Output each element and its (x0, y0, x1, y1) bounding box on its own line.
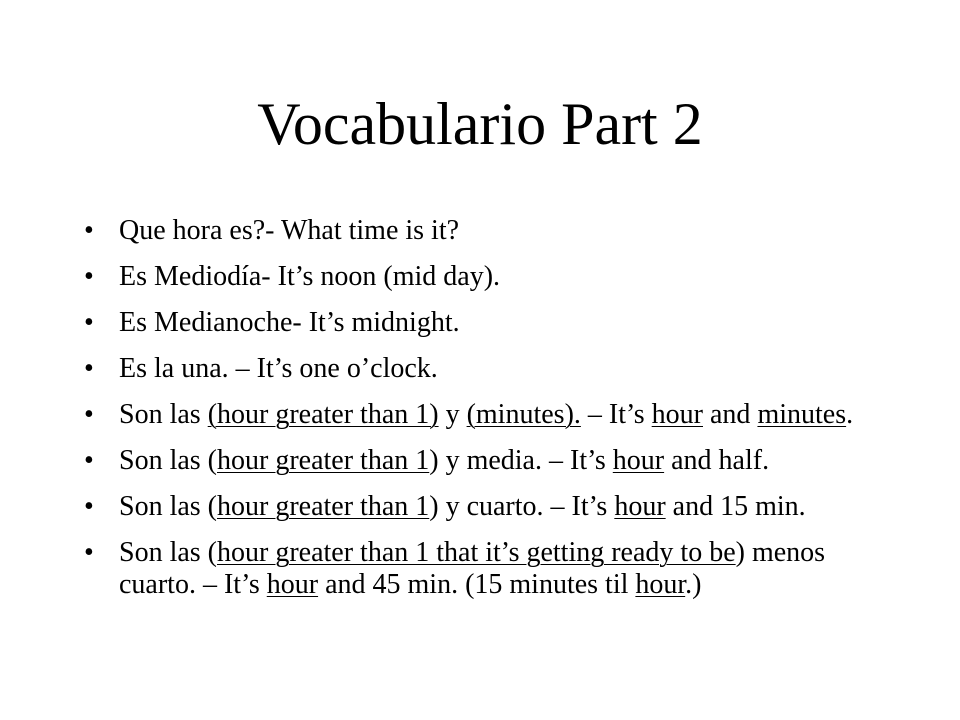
underlined-segment: hour (266, 569, 319, 600)
text-segment: ) y cuarto. – It’s (429, 491, 615, 522)
bullet-text (119, 537, 825, 600)
text-segment: – It’s (580, 399, 652, 430)
bullet-text (119, 399, 853, 430)
bullet-item (84, 537, 884, 601)
bullet-list (84, 215, 884, 615)
bullet-item (84, 215, 884, 247)
bullet-dot-icon: • (84, 445, 94, 476)
text-segment: Que hora es?- What time is it? (119, 215, 460, 246)
text-segment: .) (685, 569, 702, 600)
bullet-dot-icon: • (84, 491, 94, 522)
underlined-segment: hour (612, 445, 665, 476)
bullet-text (119, 307, 460, 338)
bullet-dot-icon: • (84, 537, 94, 568)
bullet-dot-icon: • (84, 399, 94, 430)
bullet-dot-icon: • (84, 353, 94, 384)
text-segment: and half. (664, 445, 770, 476)
underlined-segment: hour greater than 1 (217, 491, 430, 522)
underlined-segment: (hour greater than 1) (207, 399, 439, 430)
text-segment: ) y media. – It’s (429, 445, 613, 476)
text-segment: y (438, 399, 467, 430)
bullet-text (119, 491, 806, 522)
bullet-dot-icon: • (84, 307, 94, 338)
text-segment: Es Mediodía- It’s noon (mid day). (119, 261, 501, 292)
bullet-item (84, 261, 884, 293)
text-segment: . (846, 399, 854, 430)
bullet-text (119, 215, 459, 246)
text-segment: and 45 min. (15 minutes til (318, 569, 636, 600)
bullet-item (84, 353, 884, 385)
bullet-text (119, 445, 769, 476)
text-segment: ) menos cuarto. – It’s (119, 537, 826, 600)
underlined-segment: hour (651, 399, 703, 430)
underlined-segment: hour (614, 491, 666, 522)
underlined-segment: (minutes). (466, 399, 581, 430)
underlined-segment: hour greater than 1 (217, 445, 430, 476)
text-segment: Son las ( (119, 445, 217, 476)
bullet-text (119, 353, 438, 384)
bullet-item (84, 491, 884, 523)
bullet-dot-icon: • (84, 215, 94, 246)
text-segment: and 15 min. (665, 491, 806, 522)
text-segment: Es la una. – It’s one o’clock. (119, 353, 438, 384)
text-segment: Es Medianoche- It’s midnight. (119, 307, 460, 338)
bullet-item (84, 399, 884, 431)
slide-title: Vocabulario Part 2 (257, 91, 703, 157)
text-segment: Son las (119, 399, 208, 430)
underlined-segment: hour greater than 1 that it’s getting ready to be (217, 537, 736, 568)
text-segment: and (703, 399, 758, 430)
underlined-segment: minutes (757, 399, 847, 430)
underlined-segment: hour (635, 569, 686, 600)
text-segment: Son las ( (119, 491, 217, 522)
text-segment: Son las ( (119, 537, 217, 568)
bullet-dot-icon: • (84, 261, 94, 292)
bullet-text (119, 261, 500, 292)
bullet-item (84, 307, 884, 339)
bullet-item (84, 445, 884, 477)
